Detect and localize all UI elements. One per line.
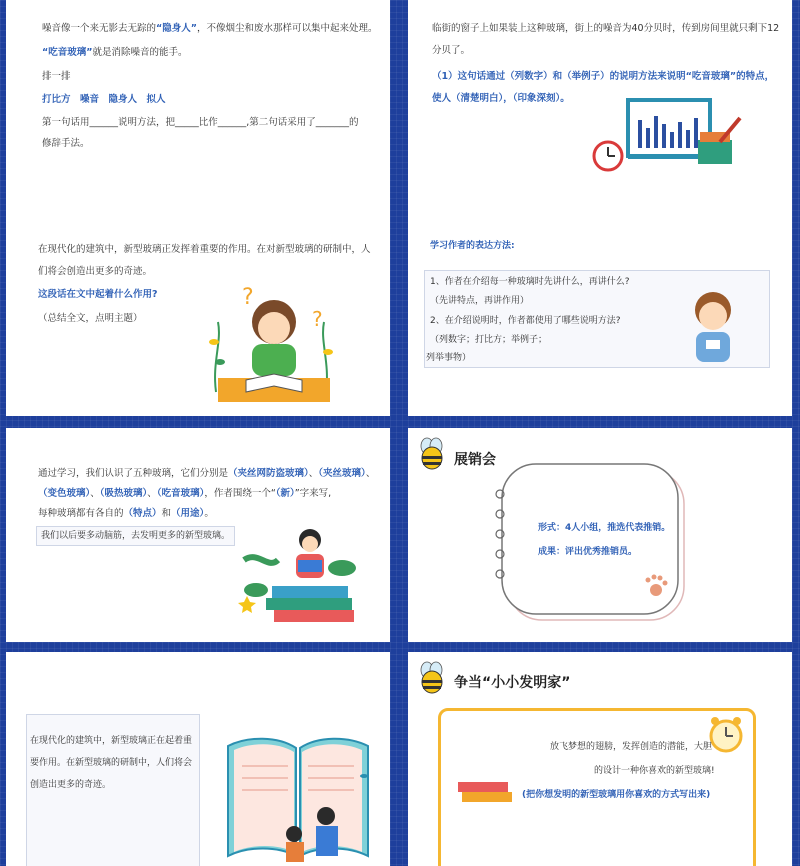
slide-8[interactable]	[408, 652, 792, 866]
svg-text:?: ?	[312, 307, 323, 331]
slide2-line1: 临街的窗子上如果装上这种玻璃，街上的噪音为40分贝时，传到房间里就只剩下12	[432, 23, 780, 34]
slide1-heading: 排一排	[42, 71, 71, 82]
slide7-line1: 在现代化的建筑中，新型玻璃正在起着重	[30, 736, 193, 746]
slide8-line3: (把你想发明的新型玻璃用你喜欢的方式写出来)	[522, 790, 711, 800]
slide2-line2: 分贝了。	[432, 45, 471, 56]
slide-3[interactable]	[6, 202, 390, 416]
question-mark-icon: ?	[242, 285, 254, 310]
slide3-line1: 在现代化的建筑中，新型玻璃正发挥着重要的作用。在对新型玻璃的研制中，人	[38, 244, 371, 255]
slide1-line1: 噪音像一个来无影去无踪的“隐身人”，不像烟尘和废水那样可以集中起来处理。	[42, 23, 378, 34]
slide6-title: 展销会	[454, 452, 496, 468]
slide4-a1: （先讲特点，再讲作用）	[430, 296, 530, 306]
slide1-question-line2: 修辞手法。	[42, 138, 90, 149]
slide4-a2b: 列举事物）	[426, 353, 472, 363]
slide5-line2: （变色玻璃）、（吸热玻璃）、（吃音玻璃），作者围绕一个“（新）”字来写,	[38, 488, 332, 499]
slide5-line1: 通过学习，我们认识了五种玻璃，它们分别是（夹丝网防盗玻璃）、（夹丝玻璃）、	[38, 468, 376, 479]
slide7-line2: 要作用。在新型玻璃的研制中，人们将会	[30, 758, 193, 768]
slide6-result: 成果：评出优秀推销员。	[538, 547, 638, 557]
boy-illustration	[686, 288, 740, 368]
slide4-q2: 2、在介绍说明时，作者都使用了哪些说明方法?	[430, 316, 621, 326]
slide-6[interactable]	[408, 428, 792, 642]
slide8-line2: 的设计一种你喜欢的新型玻璃!	[594, 766, 715, 776]
slide3-question: 这段话在文中起着什么作用?	[38, 289, 158, 300]
slide-2[interactable]	[408, 0, 792, 204]
slide6-form: 形式：4人小组，推选代表推销。	[538, 523, 671, 533]
slide-5[interactable]	[6, 428, 390, 642]
slide2-answer-line1: （1）这句话通过（列数字）和（举例子）的说明方法来说明“吃音玻璃”的特点，	[432, 71, 775, 82]
girl-reading-illustration	[202, 282, 342, 406]
boy-on-books-illustration	[238, 520, 368, 630]
bee-icon	[414, 436, 450, 472]
slide5-line3: 每种玻璃都有各自的（特点）和（用途）。	[38, 508, 214, 519]
slide5-boxed-note: 我们以后要多动脑筋，去发明更多的新型玻璃。	[36, 526, 235, 546]
slide8-title: 争当“小小发明家”	[454, 675, 571, 691]
slide-7[interactable]	[6, 652, 390, 866]
slide3-line2: 们将会创造出更多的奇迹。	[38, 266, 153, 277]
slide1-question-line1: 第一句话用______说明方法，把_____比作______,第二句话采用了_______的	[42, 117, 359, 128]
slide-1[interactable]	[6, 0, 390, 204]
open-book-illustration	[218, 706, 378, 866]
bee-icon	[414, 660, 450, 696]
slide-4[interactable]	[408, 202, 792, 416]
slide3-answer: （总结全文，点明主题）	[38, 313, 143, 324]
chart-board-illustration	[588, 94, 748, 176]
slide4-q1: 1、作者在介绍每一种玻璃时先讲什么，再讲什么?	[430, 277, 630, 287]
star-icon	[238, 596, 256, 613]
slide1-options: 打比方 噪音 隐身人 拟人	[42, 94, 166, 105]
slide4-a2: （列数字；打比方；举例子；	[430, 335, 548, 345]
slide1-line2: “吃音玻璃”就是消除噪音的能手。	[42, 47, 188, 58]
book-stack-icon	[698, 140, 732, 164]
slide4-title: 学习作者的表达方法:	[430, 241, 515, 251]
slide8-line1: 放飞梦想的翅膀，发挥创造的潜能，大胆	[550, 742, 713, 752]
slide2-answer-line2: 使人（清楚明白），（印象深刻）。	[432, 93, 570, 104]
book-stack-icon	[454, 772, 518, 812]
slide7-line3: 创造出更多的奇迹。	[30, 780, 112, 790]
